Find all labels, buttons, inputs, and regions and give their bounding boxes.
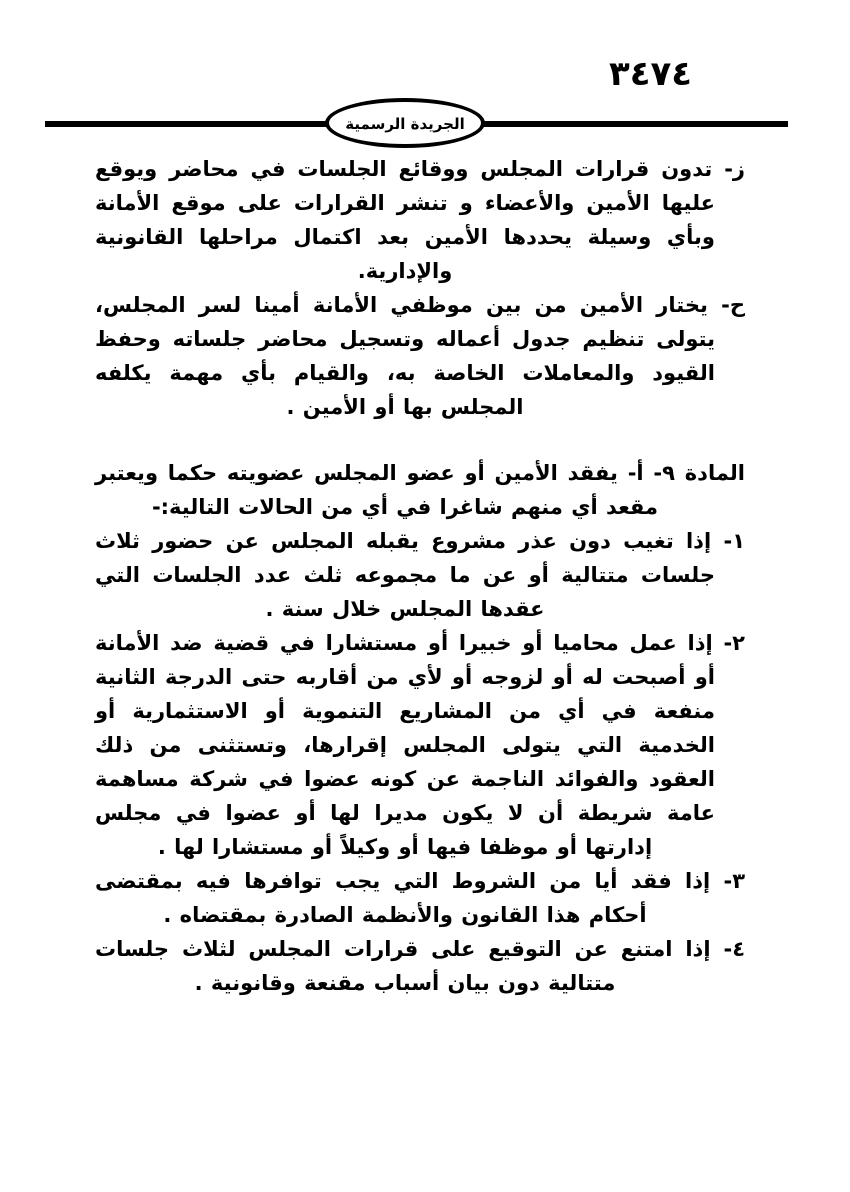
article-9-item-3 bbox=[95, 864, 745, 932]
clause-z bbox=[95, 152, 745, 288]
clause-z-text: تدون قرارات المجلس ووقائع الجلسات في محاضر ويوقع عليها الأمين والأعضاء و تنشر القرارات على موقع الأمانة وبأي وسيلة يحددها الأمين بعد اكتمال مراحلها القانونية والإدارية. bbox=[95, 157, 715, 283]
article-9-marker: المادة ٩- أ- bbox=[627, 461, 745, 485]
article-9-item-4-marker: ٤- bbox=[723, 937, 746, 961]
page-number: ٣٤٧٤ bbox=[608, 54, 692, 94]
article-9-item-1-text: إذا تغيب دون عذر مشروع يقبله المجلس عن حضور ثلاث جلسات متتالية أو عن ما مجموعه ثلث عدد الجلسات التي عقدها المجلس خلال سنة . bbox=[95, 529, 715, 621]
article-9-item-2-marker: ٢- bbox=[723, 631, 745, 655]
gazette-banner-label: الجريدة الرسمية bbox=[345, 115, 465, 133]
article-9-item-4 bbox=[95, 932, 745, 1000]
clause-h bbox=[95, 288, 745, 424]
article-9-item-1-marker: ١- bbox=[723, 529, 746, 553]
gazette-banner-oval bbox=[325, 98, 485, 148]
clause-z-marker: ز- bbox=[724, 157, 746, 181]
article-9-item-1 bbox=[95, 524, 745, 626]
article-9 bbox=[95, 456, 745, 1000]
clause-h-marker: ح- bbox=[721, 293, 746, 317]
article-9-item-4-text: إذا امتنع عن التوقيع على قرارات المجلس لثلاث جلسات متتالية دون بيان أسباب مقنعة وقانونية . bbox=[95, 937, 711, 995]
article-9-item-3-marker: ٣- bbox=[723, 869, 746, 893]
article-9-item-2 bbox=[95, 626, 745, 864]
article-9-item-3-text: إذا فقد أيا من الشروط التي يجب توافرها فيه بمقتضى أحكام هذا القانون والأنظمة الصادرة بمقتضاه . bbox=[95, 869, 711, 927]
article-9-intro-text: يفقد الأمين أو عضو المجلس عضويته حكما ويعتبر مقعد أي منهم شاغرا في أي من الحالات التالية:- bbox=[95, 461, 659, 519]
article-9-item-2-text: إذا عمل محاميا أو خبيرا أو مستشارا في قضية ضد الأمانة أو أصبحت له أو لزوجه أو لأي من أقاربه حتى الدرجة الثانية منفعة في أي من المشاريع التنموية أو الاستثمارية أو الخدمية التي يتولى المجلس إقرارها، وتستثنى من ذلك العقود والفوائد الناجمة عن كونه عضوا في شركة مساهمة عامة شريطة أن لا يكون مديرا لها أو عضوا في مجلس إدارتها أو موظفا فيها أو وكيلاً أو مستشارا لها . bbox=[95, 631, 715, 859]
article-9-intro bbox=[95, 456, 745, 524]
clause-h-text: يختار الأمين من بين موظفي الأمانة أمينا لسر المجلس، يتولى تنظيم جدول أعماله وتسجيل محاضر جلساته وحفظ القيود والمعاملات الخاصة به، والقيام بأي مهمة يكلفه المجلس بها أو الأمين . bbox=[95, 293, 715, 419]
gazette-header bbox=[0, 0, 850, 160]
document-body bbox=[95, 152, 745, 1000]
